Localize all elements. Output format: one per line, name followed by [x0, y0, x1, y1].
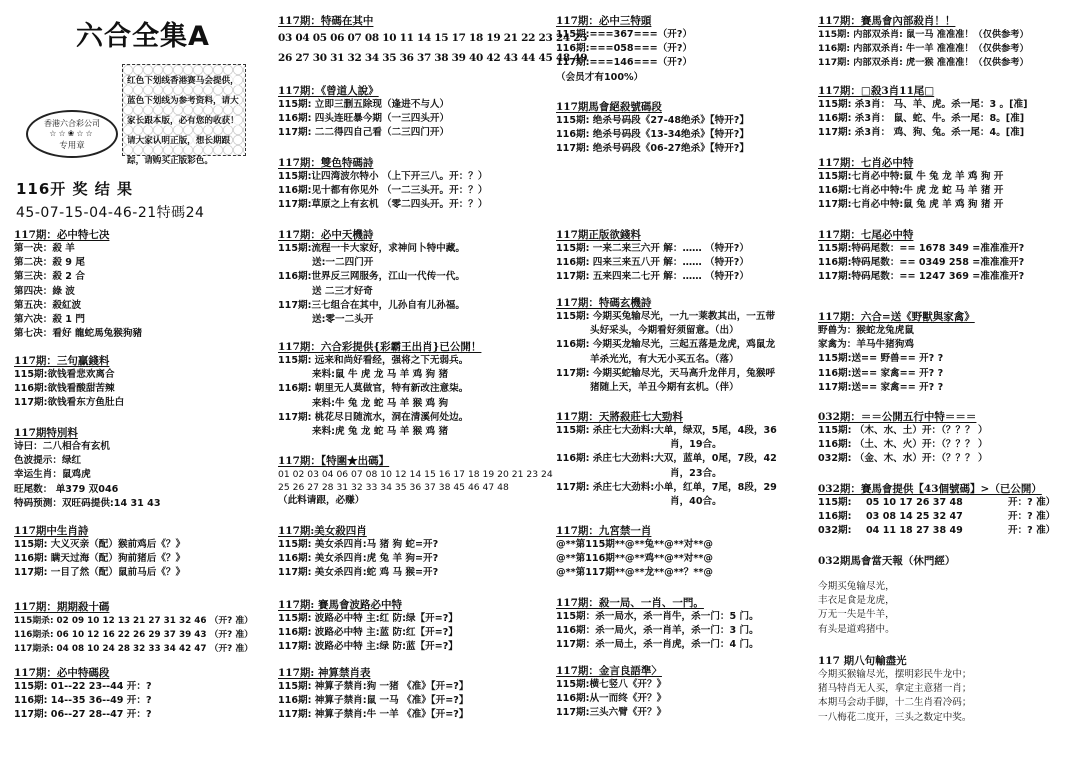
list-item: 115期: 波路必中特 主:红 防:绿【开=?】	[278, 613, 458, 624]
list-item: 第二决：殺 9 尾	[14, 257, 85, 269]
row-numbers: 03 08 14 25 32 47	[866, 511, 963, 523]
list-item: 116期:特码尾数：== 0349 258 =准准准开?	[818, 257, 1025, 269]
stamp-stars-icon: ☆☆❀☆☆	[49, 129, 95, 138]
section-fortythree	[818, 482, 1080, 539]
section-heading: 117期中生肖詩	[14, 525, 89, 537]
list-item: 117期:草原之上有玄机 （零二四头开。开：？）	[278, 199, 488, 211]
list-item: 116期:===058===（开?）	[556, 43, 693, 55]
list-item: 色波提示：绿红	[14, 455, 82, 467]
list-item: 116期:世界反三网服务，江山一代传一代。	[278, 271, 465, 283]
list-item: 115期: 01--22 23--44 开：?	[14, 681, 152, 692]
list-item: 115期: 杀庄七大劲料:大单，绿双，5尾，4段，36	[556, 425, 777, 436]
draw-result-numbers: 45-07-15-04-46-21特碼24	[16, 205, 205, 221]
list-item: 117期: 06--27 28--47 开：?	[14, 709, 152, 721]
section-heading: 117期：□殺3肖11尾□	[818, 85, 935, 97]
list-item: 送:一二四门开	[312, 257, 374, 269]
list-item: @**第117期**@**龙**@**？**@	[556, 567, 713, 579]
row-numbers: 05 10 17 26 37 48	[866, 497, 963, 508]
list-item: 本期马会动手脚，十二生肖看冷码；	[818, 697, 972, 709]
section-two-color	[278, 156, 546, 213]
section-heading: 117期：天將殺莊七大勁料	[556, 411, 683, 423]
list-item: 116期:欲钱看酸甜苦辣	[14, 383, 115, 395]
table-row	[818, 510, 1080, 524]
section-heading: 117期：特碼在其中	[278, 15, 374, 27]
list-item: 115期: 远来和尚好看经，强将之下无弱兵。	[278, 355, 469, 366]
list-item: 117期: 杀庄七大劲料:小单，红单，7尾，8段，29	[556, 481, 777, 493]
list-item: 116期: 神算子禁肖:鼠 一马 《准》【开=?】	[278, 695, 469, 707]
row-tail: 开：? 准）	[1008, 497, 1056, 508]
section-heading: 117期：【特圍★出碼】	[278, 455, 390, 467]
list-item: 一八梅花二度开，三头之数定中奖。	[818, 711, 972, 723]
section-heading: 117期：必中特碼段	[14, 667, 110, 679]
list-item: 116期: （土、木、火）开：（？？？ ）	[818, 439, 988, 451]
list-item: 头好采头，今期看好须留意。（出）	[590, 325, 739, 337]
section-heading: 032期馬會當天報（休門經）	[818, 555, 956, 567]
section-seven-tail	[818, 228, 1080, 285]
notice-box	[122, 64, 246, 166]
section-kill3	[818, 84, 1080, 141]
list-item: 第四决：綠 波	[14, 285, 75, 297]
list-item: 116期: 绝杀号码段《13-34绝杀》【特开?】	[556, 129, 749, 141]
list-item: 116期: 杀庄七大劲料:大双，蓝单，0尾，7段，42	[556, 453, 777, 465]
section-heading: 117期: 神算禁肖表	[278, 667, 371, 679]
list-item: 肖，19合。	[670, 439, 722, 451]
section-heading: 117期：必中天機詩	[278, 229, 374, 241]
list-item: 117期:特码尾数：== 1247 369 =准准准开?	[818, 271, 1025, 283]
section-range	[14, 666, 264, 723]
section-beauty	[278, 524, 546, 581]
list-item: 116期: 四来三来五八开 解：…… （特开?）	[556, 257, 749, 269]
row-tail: 开：? 准）	[1008, 525, 1056, 537]
list-item: 今期买兔输尽光，	[818, 581, 895, 592]
list-item: 117期: 绝杀号码段《06-27绝杀》【特开?】	[556, 143, 749, 155]
list-item: 117期:七肖必中特:鼠 兔 虎 羊 鸡 狗 猪 开	[818, 199, 1004, 211]
list-item: 115期: 今期买兔输尽光，一九一莱教其出，一五带	[556, 311, 776, 322]
section-seven-strong	[556, 410, 810, 509]
list-item: 117期: 桃花尽日随流水，洞在清溪何处边。	[278, 411, 469, 423]
list-item: 115期: （木、水、土）开：（？？？ ）	[818, 425, 988, 436]
list-item: 115期: 立即三删五除现（逢进不与人）	[278, 99, 450, 110]
list-item: 117期:三七组合在其中，儿孙自有儿孙福。	[278, 299, 465, 311]
list-item: 115期:七肖必中特:鼠 牛 兔 龙 羊 鸡 狗 开	[818, 171, 1004, 182]
section-heading: 117期：特碼玄機詩	[556, 297, 652, 309]
list-item: 116期：杀一局火，杀一肖羊，杀一门：3 门。	[556, 625, 759, 637]
section-zodiac-poem	[14, 524, 264, 581]
section-heading: 117期：必中三特頭	[556, 15, 652, 27]
list-item: 115期:横七竖八《开？》	[556, 679, 667, 690]
section-golden	[556, 664, 810, 721]
section-kill-ten	[14, 600, 264, 657]
section-three-sentence	[14, 354, 264, 411]
list-item: 116期: 朝里无人莫做官，特有新改注意柒。	[278, 383, 469, 395]
list-item: 032期: （金、木、水）开：（？？？ ）	[818, 453, 988, 465]
section-seven-zodiac	[818, 156, 1080, 213]
list-item: 115期: 绝杀号码段《27-48绝杀》【特开?】	[556, 115, 749, 126]
list-item: 今期买猴输尽光，摆明彩民牛龙中；	[818, 669, 972, 680]
list-item: 117期: 五来四来二七开 解：…… （特开?）	[556, 271, 749, 283]
list-item: 肖，23合。	[670, 467, 722, 479]
section-heading: 032期：＝＝公開五行中特＝＝＝	[818, 411, 977, 423]
list-item: 115期：杀一局水，杀一肖牛，杀一门：5 门。	[556, 611, 759, 622]
table-row	[818, 524, 1080, 538]
list-item: 115期: 一来二来三六开 解：…… （特开?）	[556, 243, 749, 254]
row-label: 116期:	[818, 511, 852, 523]
list-item: 117期: 内部双杀肖: 虎一猴 准准准！（仅供参考）	[818, 57, 1029, 69]
list-item: 116期: 14--35 36--49 开：?	[14, 695, 152, 707]
section-internal	[818, 14, 1080, 71]
list-item: 羊杀光光，有大无小买五名。（落）	[590, 353, 739, 365]
list-item: 117期: 杀3肖： 鸡、狗、兔。杀一尾：4。[准]	[818, 127, 1025, 139]
note: （此料请跟，必赚）	[278, 495, 365, 506]
section-heading: 117期：三句贏錢料	[14, 355, 110, 367]
list-item: 116期:见十都有你见外 （一二三头开。开：？）	[278, 185, 488, 197]
page-title: 六合全集A	[76, 21, 210, 52]
section-circle	[278, 454, 553, 508]
number-row: 03 04 05 06 07 08 10 11 14 15 17 18 19 21 22 23 24 25	[278, 32, 588, 44]
list-item: @**第116期**@**鸡**@**对**@	[556, 553, 713, 565]
list-item: 116期: 瞒天过海（配）狗前猪后《？》	[14, 553, 186, 565]
table-row	[818, 496, 1080, 510]
section-heading: 117期:美女殺四肖	[278, 525, 367, 537]
list-item: 116期:送== 家禽== 开? ?	[818, 367, 944, 379]
list-item: 第三决：殺 2 合	[14, 271, 85, 283]
section-heading: 117期：七尾必中特	[818, 229, 914, 241]
section-eight-lines	[818, 654, 1080, 725]
section-kill-segment	[556, 100, 810, 157]
list-item: （会员才有100%）	[556, 71, 644, 83]
section-heading: 117期：七肖必中特	[818, 157, 914, 169]
section-king	[278, 340, 546, 439]
section-mystic	[556, 296, 810, 395]
list-item: 115期: 杀3肖： 马、羊、虎。杀一尾：3 。[准]	[818, 99, 1028, 110]
section-wave	[278, 598, 546, 655]
list-item: 来料:牛 兔 龙 蛇 马 羊 猴 鸡 狗	[312, 397, 449, 409]
list-item: 猪马特肖无人买，拿定主意猪一肖；	[818, 683, 972, 695]
list-item: 117期:三头六臂《开？》	[556, 707, 667, 719]
section-heading: 032期：賽馬會提供【43個號碼】>（已公開）	[818, 483, 1042, 495]
section-heading: 117期：期期殺十碼	[14, 601, 110, 613]
list-item: 万无一失是牛羊，	[818, 609, 895, 621]
list-item: 115期: 美女杀四肖:马 猪 狗 蛇=开?	[278, 539, 439, 550]
list-item: 115期: 神算子禁肖:狗 一猪 《准》【开=?】	[278, 681, 469, 692]
list-item: 117期: 波路必中特 主:绿 防:蓝【开=?】	[278, 641, 458, 653]
section-heading: 117期：《曾道人說》	[278, 85, 379, 97]
row-tail: 开：? 准）	[1008, 511, 1056, 523]
row-numbers: 04 11 18 27 38 49	[866, 525, 963, 537]
number-row: 25 26 27 28 31 32 33 34 35 36 37 38 45 46 47 48	[278, 482, 509, 493]
list-item: 诗曰：二八相合有玄机	[14, 441, 110, 452]
list-item: 115期:欲钱看悲欢离合	[14, 369, 115, 380]
section-nine-palace	[556, 524, 810, 581]
list-item: 115期:送== 野兽== 开? ?	[818, 353, 944, 365]
section-heading: 117期: 賽馬會波路必中特	[278, 599, 402, 611]
list-item: 117期: 今期买蛇输尽光，天马高升龙伴月，兔猴呼	[556, 367, 776, 379]
company-stamp	[26, 110, 118, 158]
section-heading: 117期：九宮禁一肖	[556, 525, 652, 537]
list-item: 第五决：殺紅波	[14, 299, 82, 311]
list-item: 丰衣足食是龙虎，	[818, 595, 895, 607]
section-heading: 117期：賽馬會內部殺肖！！	[818, 15, 956, 27]
list-item: 旺尾数： 单379 双046	[14, 483, 119, 495]
section-heading: 117期：雙色特碼詩	[278, 157, 374, 169]
list-item: 野兽为：猴蛇龙兔虎鼠	[818, 325, 914, 336]
number-row: 01 02 03 04 06 07 08 10 12 14 15 16 17 18 19 20 21 23 24	[278, 469, 553, 480]
list-item: 来料:鼠 牛 虎 龙 马 羊 鸡 狗 猪	[312, 369, 449, 381]
section-heading: 117期特別料	[14, 427, 78, 439]
section-heading: 117期：六合彩提供{彩霸王出肖}已公開！	[278, 341, 482, 353]
section-heading: 117期馬會絕殺號碼段	[556, 101, 662, 113]
list-item: 猪随上天，羊丑今期有玄机。（伴）	[590, 382, 739, 394]
section-three-heads	[556, 14, 810, 85]
list-item: 115期:流程一卡大家好，求神问卜特中藏。	[278, 243, 465, 254]
list-item: 116期: 今期买龙输尽光，三起五落是龙虎，鸡鼠龙	[556, 339, 776, 351]
list-item: 116期: 杀3肖： 鼠、蛇、牛。杀一尾：8。[准]	[818, 113, 1025, 125]
list-item: 有头是道鸡猪中。	[818, 623, 895, 635]
list-item: 116期:从一而终《开？》	[556, 693, 667, 705]
section-heading: 117期：六合=送《野獸與家禽》	[818, 311, 975, 323]
list-item: 幸运生肖：鼠鸡虎	[14, 469, 91, 481]
section-daily	[818, 554, 1080, 637]
section-money	[556, 228, 810, 285]
list-item: 第七决：看好 龍蛇馬兔猴狗豬	[14, 328, 143, 340]
list-item: 116期杀: 06 10 12 16 22 26 29 37 39 43 （开? 准）	[14, 630, 253, 641]
list-item: 115期:特码尾数：== 1678 349 =准准准开?	[818, 243, 1025, 254]
number-row: 26 27 30 31 32 34 35 36 37 38 39 40 42 43 44 45 48 49	[278, 52, 588, 64]
list-item: 特码预测：双旺码提供:14 31 43	[14, 497, 161, 509]
section-five-elements	[818, 410, 1080, 467]
section-beast	[818, 310, 1080, 395]
section-taoist	[278, 84, 546, 141]
list-item: 第一决：殺 羊	[14, 243, 75, 254]
list-item: 肖，40合。	[670, 496, 722, 508]
section-heading: 117期正版欲錢料	[556, 229, 641, 241]
list-item: 115期杀: 02 09 10 12 13 21 27 31 32 46 （开? 准）	[14, 616, 253, 626]
draw-result-heading: 116开 奖 结 果	[16, 180, 133, 198]
list-item: 117期: 一目了然（配）鼠前马后《？》	[14, 567, 186, 579]
list-item: 116期: 四头连旺暴今期（一三四头开）	[278, 113, 450, 125]
list-item: 来料:虎 兔 龙 蛇 马 羊 猴 鸡 猪	[312, 426, 449, 438]
row-label: 032期:	[818, 525, 852, 537]
section-in-it	[278, 14, 588, 68]
section-seven-picks	[14, 228, 264, 341]
section-heaven-poem	[278, 228, 546, 327]
list-item: @**第115期**@**兔**@**对**@	[556, 539, 713, 550]
section-forbidden	[278, 666, 546, 723]
list-item: 117期: 美女杀四肖:蛇 鸡 马 猴=开?	[278, 567, 439, 579]
list-item: 117期：杀一局土，杀一肖虎，杀一门：4 门。	[556, 639, 759, 651]
list-item: 117期杀: 04 08 10 24 28 32 33 34 42 47 （开? 准）	[14, 644, 253, 655]
list-item: 家禽为：羊马牛猪狗鸡	[818, 339, 914, 351]
list-item: 115期: 内部双杀肖: 鼠一马 准准准！（仅供参考）	[818, 29, 1029, 40]
list-item: 117期:送== 家禽== 开? ?	[818, 381, 944, 393]
section-special	[14, 426, 264, 511]
list-item: 115期: 大义灭亲（配）猴前鸡后《？》	[14, 539, 186, 550]
section-heading: 117期：金言良語準〉	[556, 665, 662, 677]
list-item: 第六决：殺 1 門	[14, 314, 85, 326]
list-item: 117期: 神算子禁肖:牛 一羊 《准》【开=?】	[278, 709, 469, 721]
section-heading: 117期：殺一局、一肖、一門。	[556, 597, 704, 609]
list-item: 117期: 二二得四自己看（二三四门开）	[278, 127, 450, 139]
notice-text: 红色下划线香港赛马会提供，蓝色下划线为参考资料，请大家长跟本版，必有您的收获！请大家认明正版，想长期跟踪，请购买正版彩色。	[127, 76, 239, 166]
list-item: 送 二三才好奇	[312, 285, 373, 297]
stamp-company: 香港六合彩公司	[44, 119, 100, 128]
row-label: 115期:	[818, 497, 852, 508]
stamp-label: 专用章	[59, 141, 85, 151]
list-item: 116期:七肖必中特:牛 虎 龙 蛇 马 羊 猪 开	[818, 185, 1004, 197]
section-heading: 117 期八句輸盡光	[818, 655, 907, 667]
list-item: 115期:让四湾波尔特小 （上下开三八。开：？）	[278, 171, 488, 182]
list-item: 116期: 美女杀四肖:虎 兔 羊 狗=开?	[278, 553, 439, 565]
list-item: 116期: 波路必中特 主:蓝 防:红【开=?】	[278, 627, 458, 639]
list-item: 116期: 内部双杀肖: 牛一羊 准准准！（仅供参考）	[818, 43, 1029, 55]
list-item: 送:零一二头开	[312, 314, 374, 326]
list-item: 115期:===367===（开?）	[556, 29, 693, 40]
list-item: 117期:===146===（开?）	[556, 57, 693, 69]
section-one-each	[556, 596, 810, 653]
section-heading: 117期：必中特七决	[14, 229, 110, 241]
list-item: 117期:欲钱看东方鱼肚白	[14, 397, 125, 409]
